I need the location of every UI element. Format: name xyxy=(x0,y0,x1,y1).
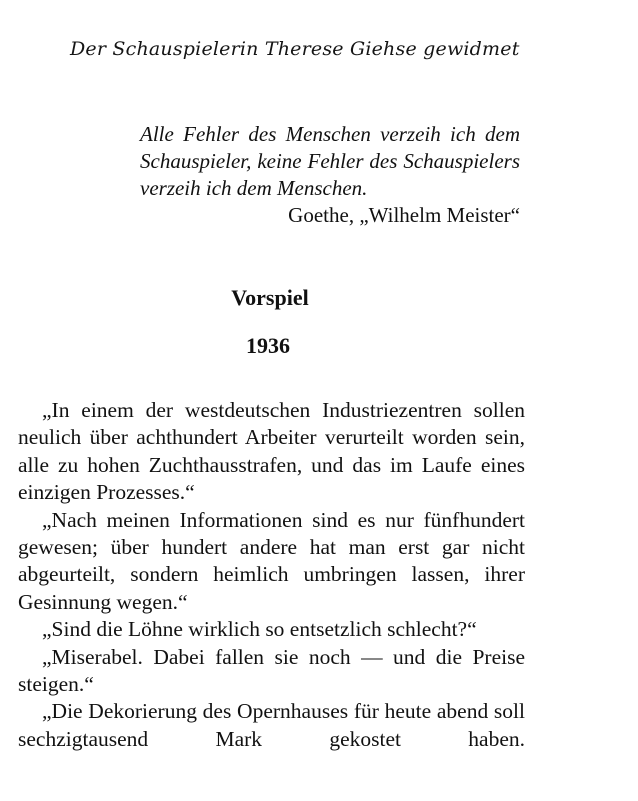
paragraph: „Nach meinen Informationen sind es nur fünfhundert gewesen; über hundert andere hat man erst gar nicht abgeurteilt, sondern heimlich umbringen lassen, ihrer Gesinnung wegen.“ xyxy=(18,507,525,614)
chapter-title: Vorspiel xyxy=(231,285,309,310)
body-text xyxy=(18,397,525,753)
epigraph-source: Goethe, „Wilhelm Meister“ xyxy=(288,203,520,227)
chapter-year: 1936 xyxy=(246,333,290,358)
paragraph: „Miserabel. Dabei fallen sie noch — und die Preise steigen.“ xyxy=(18,644,525,697)
paragraph: „In einem der westdeutschen Industriezentren sollen neulich über achthundert Arbeiter verurteilt worden sein, alle zu hohen Zuchthausstrafen, und das im Laufe eines einzigen Prozesses.“ xyxy=(18,398,525,505)
dedication-line: Der Schauspielerin Therese Giehse gewidmet xyxy=(70,38,520,60)
epigraph-quote: Alle Fehler des Menschen verzeih ich dem Schauspieler, keine Fehler des Schauspielers verzeih ich dem Menschen. xyxy=(140,122,520,200)
epigraph xyxy=(140,121,520,229)
paragraph: „Die Dekorierung des Opernhauses für heute abend soll sechzigtausend Mark gekostet haben. xyxy=(18,699,525,751)
paragraph: „Sind die Löhne wirklich so entsetzlich schlecht?“ xyxy=(42,617,477,642)
